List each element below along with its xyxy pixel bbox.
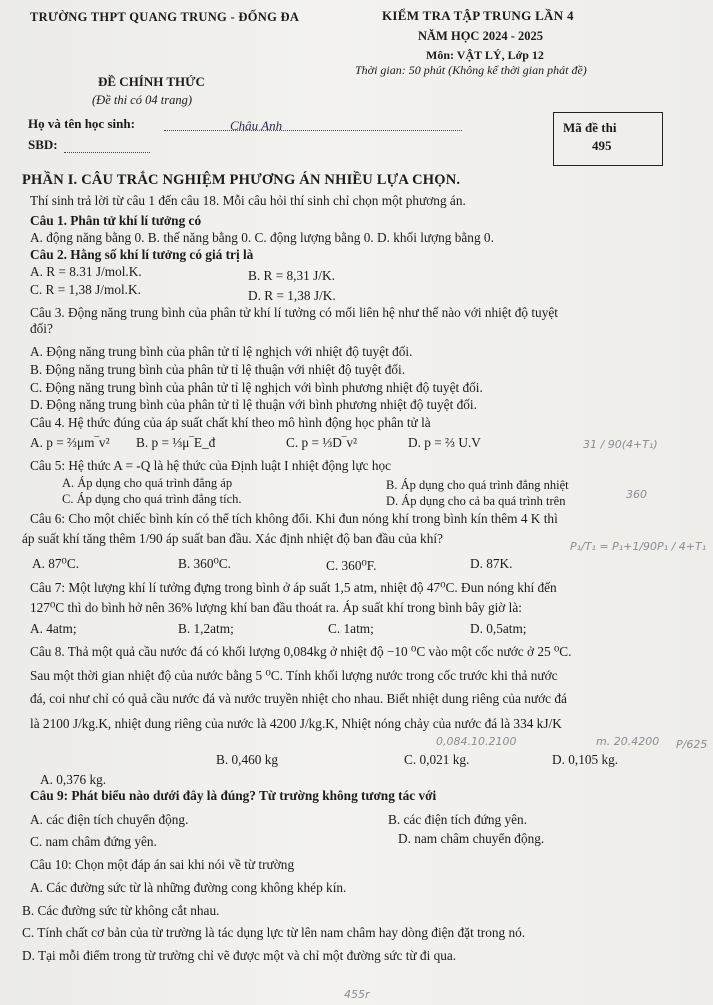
student-signature: Châu Anh <box>230 118 283 133</box>
question-3: Câu 3. Động năng trung bình của phân tử khí lí tưởng có mối liên hệ như thế nào với nhiệt độ tuyệt <box>30 305 558 320</box>
question-8-cont-2: đá, coi như chỉ có quả cầu nước đá và nước truyền nhiệt cho nhau. Biết nhiệt dung riêng của nước đá <box>30 691 567 706</box>
question-6-option-b: B. 360⁰C. <box>178 556 231 571</box>
question-2-option-c: C. R = 1,38 J/mol.K. <box>30 282 141 297</box>
question-7-option-c: C. 1atm; <box>328 621 374 636</box>
question-6-cont: áp suất khí tăng thêm 1/90 áp suất ban đầu. Xác định nhiệt độ ban đầu của khí? <box>22 531 443 546</box>
question-3-option-a: A. Động năng trung bình của phân tử tỉ lệ nghịch với nhiệt độ tuyệt đối. <box>30 344 413 359</box>
question-5-option-b: B. Áp dụng cho quá trình đẳng nhiệt <box>386 478 569 492</box>
handwritten-note-5: m. 20.4200 <box>596 735 660 748</box>
question-4-option-a: A. p = ⅔μm‾v² <box>30 435 110 450</box>
question-8-option-d: D. 0,105 kg. <box>552 752 619 767</box>
question-4: Câu 4. Hệ thức đúng của áp suất chất khí theo mô hình động học phân tử là <box>30 415 431 430</box>
school-year: NĂM HỌC 2024 - 2025 <box>418 29 543 43</box>
question-7: Câu 7: Một lượng khí lí tưởng đựng trong bình ở áp suất 1,5 atm, nhiệt độ 47⁰C. Đun nóng khí đến <box>30 580 557 595</box>
question-3-option-c: C. Động năng trung bình của phân tử tỉ lệ nghịch với bình phương nhiệt độ tuyệt đối. <box>30 380 483 395</box>
question-4-option-c: C. p = ⅓D‾v² <box>286 435 357 450</box>
exam-time: Thời gian: 50 phút (Không kể thời gian phát đề) <box>355 63 587 77</box>
question-6-option-c: C. 360⁰F. <box>326 558 377 573</box>
question-6: Câu 6: Cho một chiếc bình kín có thể tích không đổi. Khi đun nóng khí trong bình kín thêm 4 K thì <box>30 511 558 526</box>
handwritten-note-3: P₁/T₁ = P₁+1/90P₁ / 4+T₁ <box>570 540 707 553</box>
question-3-option-b: B. Động năng trung bình của phân tử tỉ lệ thuận với nhiệt độ tuyệt đối. <box>30 362 406 377</box>
school-name: TRƯỜNG THPT QUANG TRUNG - ĐỐNG ĐA <box>30 10 300 24</box>
question-10: Câu 10: Chọn một đáp án sai khi nói về từ trường <box>30 857 295 872</box>
question-9-option-b: B. các điện tích đứng yên. <box>388 812 528 827</box>
question-10-option-a: A. Các đường sức từ là những đường cong không khép kín. <box>30 880 347 895</box>
question-6-option-d: D. 87K. <box>470 556 513 571</box>
question-3-cont: đối? <box>30 321 53 336</box>
question-2-option-a: A. R = 8.31 J/mol.K. <box>30 264 142 279</box>
question-9-option-c: C. nam châm đứng yên. <box>30 834 157 849</box>
sbd-label: SBD: <box>28 137 58 152</box>
question-7-option-b: B. 1,2atm; <box>178 621 234 636</box>
exam-code-value: 495 <box>592 138 612 153</box>
page-count: (Đề thi có 04 trang) <box>92 93 192 107</box>
question-5: Câu 5: Hệ thức A = -Q là hệ thức của Định luật I nhiệt động lực học <box>30 458 392 473</box>
question-2-option-b: B. R = 8,31 J/K. <box>248 268 335 283</box>
question-9-option-d: D. nam châm chuyển động. <box>398 831 545 846</box>
instruction: Thí sinh trả lời từ câu 1 đến câu 18. Mỗi câu hỏi thí sinh chỉ chọn một phương án. <box>30 193 466 208</box>
student-name-label: Họ và tên học sinh: <box>28 116 135 131</box>
question-5-option-d: D. Áp dụng cho cả ba quá trình trên <box>386 494 566 508</box>
question-8-cont-3: là 2100 J/kg.K, nhiệt dung riêng của nước là 4200 J/kg.K, Nhiệt nóng chảy của nước đá là 334 kJ/K <box>30 716 562 731</box>
question-8-option-a: A. 0,376 kg. <box>40 772 107 787</box>
question-2: Câu 2. Hằng số khí lí tưởng có giá trị là <box>30 247 254 262</box>
question-8-option-c: C. 0,021 kg. <box>404 752 470 767</box>
question-1: Câu 1. Phân tử khí lí tưởng có <box>30 213 202 228</box>
question-8-cont-1: Sau một thời gian nhiệt độ của nước bằng 5 ⁰C. Tính khối lượng nước trong cốc trước khi thả nước <box>30 668 558 683</box>
handwritten-note-4: 0,084.10.2100 <box>436 735 517 748</box>
question-1-options: A. động năng bằng 0. B. thế năng bằng 0. C. động lượng bằng 0. D. khối lượng bằng 0. <box>30 230 494 245</box>
section-title: PHẦN I. CÂU TRẮC NGHIỆM PHƯƠNG ÁN NHIỀU LỰA CHỌN. <box>22 172 461 188</box>
question-8: Câu 8. Thả một quả cầu nước đá có khối lượng 0,084kg ở nhiệt độ −10 ⁰C vào một cốc nước ở 25 ⁰C. <box>30 644 572 659</box>
exam-title: KIỂM TRA TẬP TRUNG LẦN 4 <box>382 8 574 23</box>
question-7-option-a: A. 4atm; <box>30 621 77 636</box>
question-3-option-d: D. Động năng trung bình của phân tử tỉ lệ thuận với bình phương nhiệt độ tuyệt đối. <box>30 397 477 412</box>
exam-code-label: Mã đề thi <box>563 120 617 135</box>
handwritten-note-6: P/625 <box>676 738 708 751</box>
question-2-option-d: D. R = 1,38 J/K. <box>248 288 336 303</box>
question-5-option-a: A. Áp dụng cho quá trình đẳng áp <box>62 476 233 490</box>
question-9: Câu 9: Phát biểu nào dưới đây là đúng? Từ trường không tương tác với <box>30 788 437 803</box>
student-name-line <box>164 128 462 131</box>
question-10-option-c: C. Tính chất cơ bản của từ trường là tác dụng lực từ lên nam châm hay dòng điện đặt trong nó. <box>22 925 526 940</box>
handwritten-footer: 455r <box>344 988 370 1001</box>
question-4-option-b: B. p = ⅓μ‾E_đ <box>136 435 216 450</box>
question-10-option-b: B. Các đường sức từ không cắt nhau. <box>22 903 220 918</box>
sbd-line <box>64 150 150 153</box>
question-9-option-a: A. các điện tích chuyển động. <box>30 812 189 827</box>
question-4-option-d: D. p = ⅔ U.V <box>408 435 481 450</box>
question-5-option-c: C. Áp dụng cho quá trình đẳng tích. <box>62 492 242 506</box>
handwritten-note-1: 31 / 90(4+T₁) <box>583 438 658 451</box>
question-6-option-a: A. 87⁰C. <box>32 556 80 571</box>
question-8-option-b: B. 0,460 kg <box>216 752 279 767</box>
question-7-option-d: D. 0,5atm; <box>470 621 527 636</box>
question-7-cont: 127⁰C thì do bình hở nên 36% lượng khí ban đầu thoát ra. Áp suất khí trong bình bây giờ là: <box>30 600 522 615</box>
subject: Môn: VẬT LÝ, Lớp 12 <box>426 48 544 62</box>
question-10-option-d: D. Tại mỗi điểm trong từ trường chỉ vẽ được một và chỉ một đường sức từ đi qua. <box>22 948 457 963</box>
official-label: ĐỀ CHÍNH THỨC <box>98 74 205 89</box>
handwritten-note-2: 360 <box>626 488 647 501</box>
